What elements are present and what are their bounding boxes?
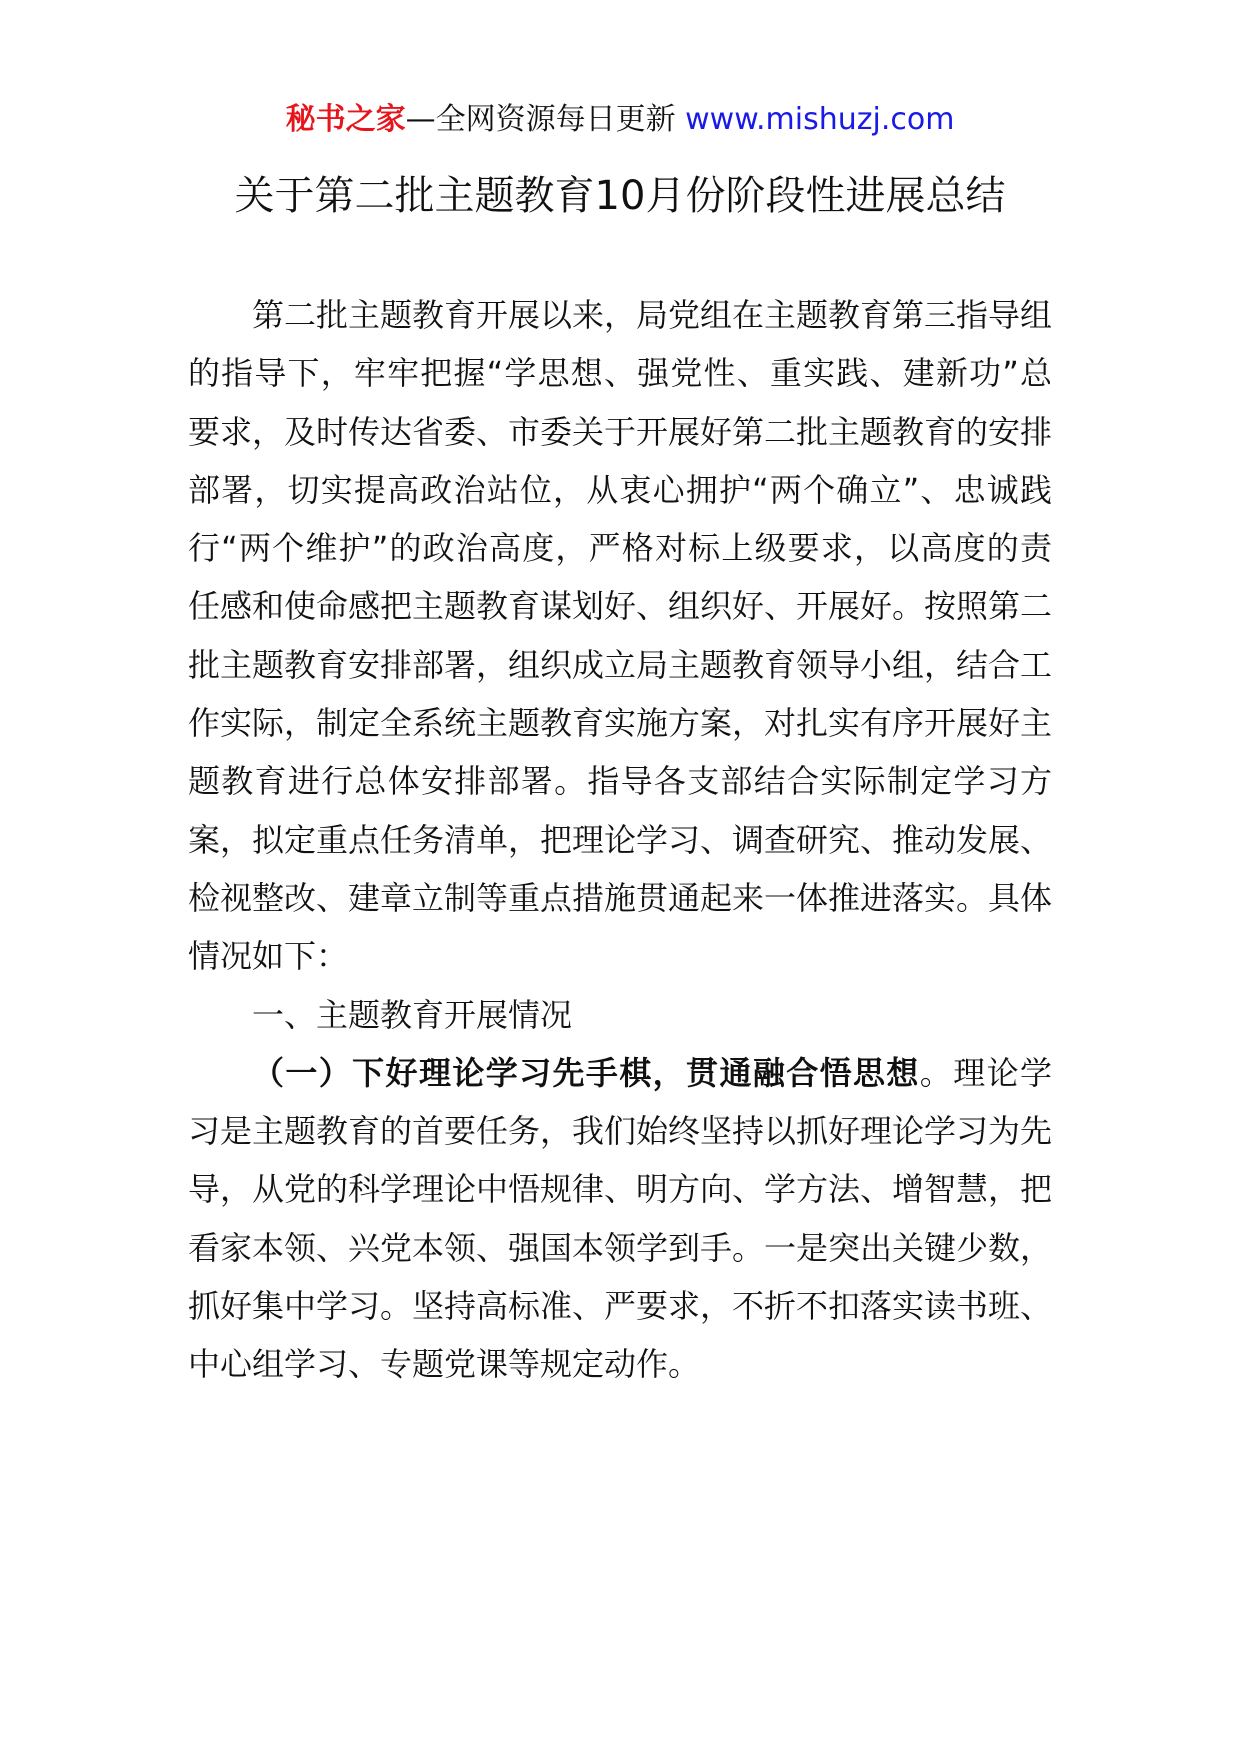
intro-paragraph: 第二批主题教育开展以来，局党组在主题教育第三指导组的指导下，牢牢把握“学思想、强党性、重实践、建新功”总要求，及时传达省委、市委关于开展好第二批主题教育的安排部署，切实提高政治站位，从衷心拥护“两个确立”、忠诚践行“两个维护”的政治高度，严格对标上级要求，以高度的责任感和使命感把主题教育谋划好、组织好、开展好。按照第二批主题教育安排部署，组织成立局主题教育领导小组，结合工作实际，制定全系统主题教育实施方案，对扎实有序开展好主题教育进行总体安排部署。指导各支部结合实际制定学习方案，拟定重点任务清单，把理论学习、调查研究、推动发展、检视整改、建章立制等重点措施贯通起来一体推进落实。具体情况如下： bbox=[188, 296, 1053, 976]
document-body bbox=[188, 286, 1052, 1394]
site-tagline: —全网资源每日更新 bbox=[405, 102, 676, 137]
document-title: 关于第二批主题教育10月份阶段性进展总结 bbox=[234, 173, 1006, 219]
subsection-paragraph bbox=[188, 1044, 1052, 1394]
site-brand: 秘书之家 bbox=[285, 102, 406, 137]
subsection-text: 理论学习是主题教育的首要任务，我们始终坚持以抓好理论学习为先导，从党的科学理论中悟规律、明方向、学方法、增智慧，把看家本领、兴党本领、强国本领学到手。一是突出关键少数，抓好集中学习。坚持高标准、严要求，不折不扣落实读书班、中心组学习、专题党课等规定动作。 bbox=[188, 1053, 1053, 1384]
site-url-link[interactable]: www.mishuzj.com bbox=[685, 102, 955, 137]
subsection-heading: （一）下好理论学习先手棋，贯通融合悟思想 bbox=[252, 1053, 920, 1092]
subsection-heading-period: 。 bbox=[919, 1053, 954, 1092]
section-heading: 一、主题教育开展情况 bbox=[252, 995, 573, 1034]
site-header bbox=[0, 100, 1240, 140]
